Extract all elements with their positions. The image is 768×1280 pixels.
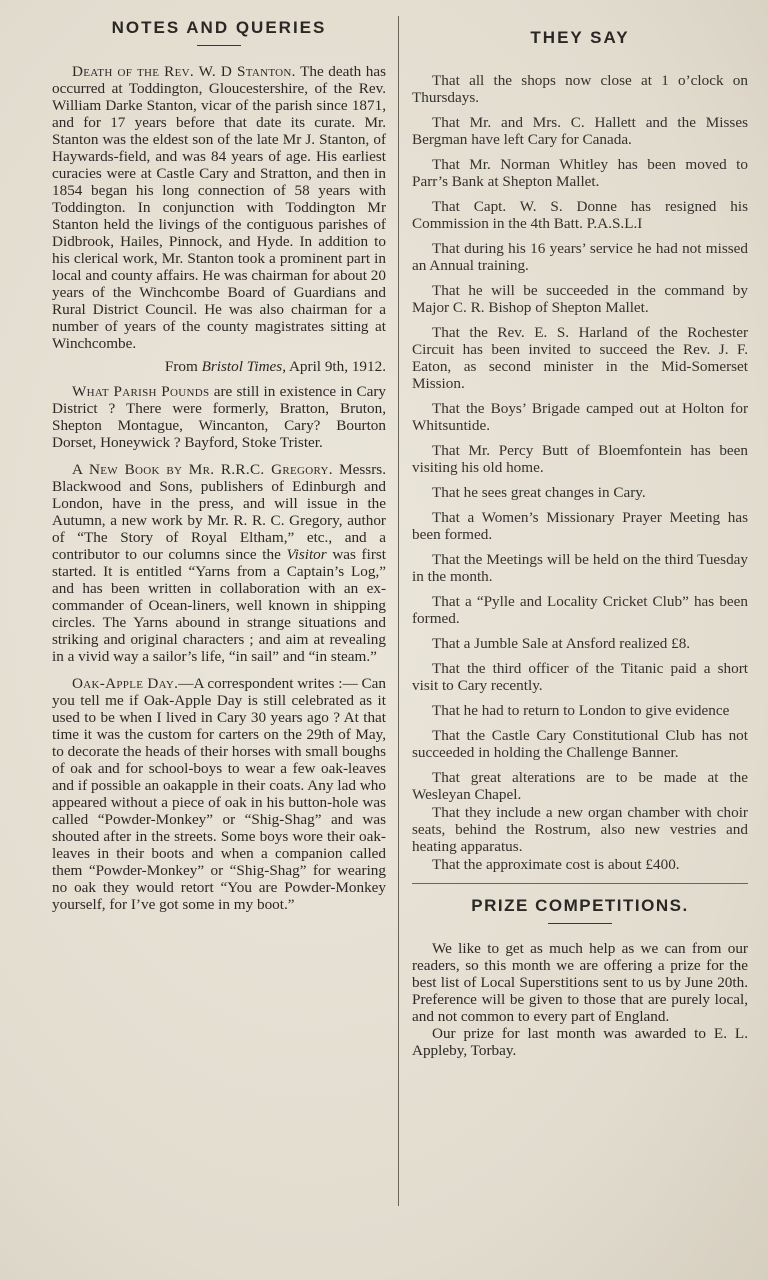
prize-competitions-text [412, 940, 748, 1059]
parish-pounds-query: What Parish Pounds are still in existence in Cary District ? There were formerly, Bratton, Bruton, Shepton Montague, Wincanton, Cary? Bourton Dorset, Honeywick ? Bayford, Stoke Trister. [52, 383, 386, 451]
prize-paragraph: We like to get as much help as we can from our readers, so this month we are offering a prize for the best list of Local Superstitions sent to us by June 20th. Preference will be given to those that are purely local, and not common to every part of England. [412, 940, 748, 1025]
they-say-item: That a “Pylle and Locality Cricket Club” has been formed. [412, 593, 748, 627]
they-say-item: That Mr. and Mrs. C. Hallett and the Misses Bergman have left Cary for Canada. [412, 114, 748, 148]
parish-pounds-title: What Parish Pounds [72, 383, 210, 400]
they-say-item: That the Castle Cary Constitutional Club has not succeeded in holding the Challenge Banner. [412, 727, 748, 761]
they-say-item: That a Women’s Missionary Prayer Meeting has been formed. [412, 509, 748, 543]
notes-and-queries-heading: NOTES AND QUERIES [111, 18, 327, 37]
heading-rule [197, 45, 241, 46]
prize-paragraph: Our prize for last month was awarded to E. L. Appleby, Torbay. [412, 1025, 748, 1059]
oak-apple-day-title: Oak-Apple Day. [72, 675, 179, 692]
new-book-notice: A New Book by Mr. R.R.C. Gregory. Messrs. Blackwood and Sons, publishers of Edinburgh and London, have in the press, and will issue in the Autumn, a new work by Mr. R. R. C. Gregory, author of “The Story of Royal Eltham,” etc., and a contributor to our columns since the Visitor was first started. It is entitled “Yarns from a Captain’s Log,” and has been written in collaboration with an ex-commander of Ocean-liners, well known in shipping circles. The Yarns abound in strange situations and striking and original characters ; and aim at revealing in a vivid way a sailor’s life, “in sail” and “in steam.” [52, 461, 387, 665]
they-say-heading: THEY SAY [530, 28, 630, 47]
oak-apple-day-query: Oak-Apple Day.—A correspondent writes :— Can you tell me if Oak-Apple Day is still celebrated as it used to be when I lived in Cary 30 years ago ? At that time it was the custom for carters on the 29th of May, to decorate the heads of their horses with small boughs of oak and for school-boys to wear a few oak-leaves and if possible an oakapple in their coats. Any lad who appeared without a piece of oak in his button-hole was called “Powder-Monkey” or “Shig-Shag” and was shouted after in the streets. Some boys wore their oak-leaves in their boots and when a companion called them “Powder-Monkey” or “Shig-Shag” for wearing no oak they would retort “You are Powder-Monkey yourself, for I’ve got some in my boot.” [52, 675, 386, 913]
section-divider [412, 883, 748, 884]
column-divider [398, 16, 399, 1206]
they-say-item: That a Jumble Sale at Ansford realized £8. [432, 635, 691, 652]
they-say-item: That he will be succeeded in the command by Major C. R. Bishop of Shepton Mallet. [412, 282, 748, 316]
they-say-column [412, 0, 748, 1280]
they-say-list [412, 72, 748, 873]
they-say-item: That the Boys’ Brigade camped out at Holton for Whitsuntide. [412, 400, 748, 434]
new-book-title: A New Book by Mr. R.R.C. Gregory. [72, 461, 333, 478]
they-say-item: That he had to return to London to give evidence [432, 702, 730, 719]
they-say-item: That the Meetings will be held on the third Tuesday in the month. [412, 551, 748, 585]
they-say-item: That Capt. W. S. Donne has resigned his Commission in the 4th Batt. P.A.S.L.I [412, 198, 748, 232]
death-notice-source: From Bristol Times, April 9th, 1912. [164, 358, 386, 375]
they-say-item: That all the shops now close at 1 o’clock on Thursdays. [412, 72, 748, 106]
notes-and-queries-column [52, 0, 386, 1280]
they-say-item: That the Rev. E. S. Harland of the Rochester Circuit has been invited to succeed the Rev. J. F. Eaton, as second minister in the Mid-Somerset Mission. [412, 324, 748, 392]
prize-competitions-heading: PRIZE COMPETITIONS. [471, 896, 689, 915]
they-say-item: That he sees great changes in Cary. [432, 484, 646, 501]
they-say-item: That the approximate cost is about £400. [432, 856, 680, 873]
death-notice-title: Death of the Rev. W. D Stanton. [72, 63, 296, 80]
heading-rule [548, 923, 612, 924]
they-say-item: That Mr. Percy Butt of Bloemfontein has been visiting his old home. [412, 442, 748, 476]
they-say-item: That they include a new organ chamber with choir seats, behind the Rostrum, also new vestries and heating apparatus. [412, 804, 748, 855]
death-notice [52, 63, 386, 375]
they-say-item: That great alterations are to be made at the Wesleyan Chapel. [412, 769, 748, 803]
they-say-item: That during his 16 years’ service he had not missed an Annual training. [412, 240, 748, 274]
they-say-item: That Mr. Norman Whitley has been moved to Parr’s Bank at Shepton Mallet. [412, 156, 748, 190]
they-say-item: That the third officer of the Titanic paid a short visit to Cary recently. [412, 660, 748, 694]
death-notice-text: Death of the Rev. W. D Stanton. The death has occurred at Toddington, Gloucestershire, of the Rev. William Darke Stanton, vicar of the parish since 1871, and for 17 years before that date its curate. Mr. Stanton was the eldest son of the late Mr J. Stanton, of Haywards-field, and was 84 years of age. His earliest curacies were at Castle Cary and Stratton, and then in 1854 began his long connection of 58 years with Toddington. In conjunction with Toddington Mr Stanton held the livings of the contiguous parishes of Didbrook, Hailes, Pinnock, and Hyde. In addition to his clerical work, Mr. Stanton took a prominent part in local and county affairs. He was chairman for about 20 years of the Winchcombe Board of Guardians and Rural District Council. He was also chairman for a number of years of the county magistrates sitting at Winchcombe. [52, 63, 387, 352]
